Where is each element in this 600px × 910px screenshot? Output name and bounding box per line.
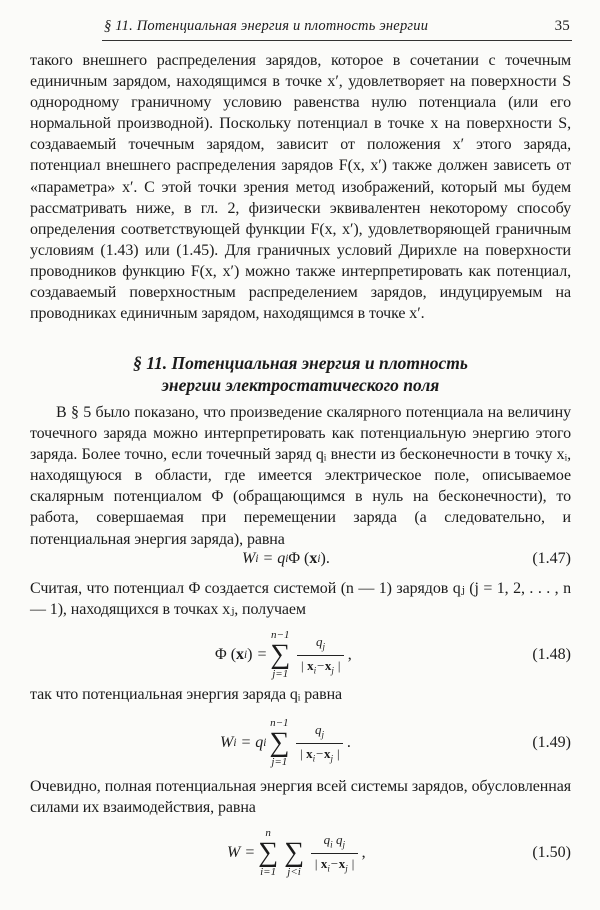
fraction: $\frac{q_i q_j}{| x_i-x_j |}$ <box>311 832 358 874</box>
summation-symbol: n ∑ i=1 <box>258 827 279 878</box>
header-rule <box>102 40 572 41</box>
section-heading-line-1: § 11. Потенциальная энергия и плотность <box>133 353 468 373</box>
equation-body: W = n ∑ i=1 ∑ j<i $\frac{q_i q_j}{| x_i-x_j |}$ , <box>227 827 366 878</box>
paragraph-2: В § 5 было показано, что произведение скалярного потенциала на величину точечного заряда можно интерпретировать как потенциальную энергию этого заряда. Более точно, если точечный заряд qᵢ внести из бесконечности в точку xᵢ, находящуюся в области, где имеется электрическое поле, описываемое скалярным потенциалом Φ (обращающимся в нуль на бесконечности), то работа, совершаемая при перемещении заряда (а следовательно, и потенциальная энергия заряда), равна <box>30 404 571 548</box>
paragraph-1: такого внешнего распределения зарядов, которое в сочетании с точечным единичным зарядом, находящимся в точке x′, удовлетворяет на поверхности S однородному граничному условию равенства нулю потенциала (или его нормальной производной). Поскольку потенциал в точке x на поверхности S, создаваемый точечным зарядом, зависит от положения x′ этого заряда, потенциал внешнего распределения зарядов F(x, x′) также должен зависеть от «параметра» x′. С этой точки зрения метод изображений, который мы будем рассматривать ниже, в гл. 2, физически эквивалентен некоторому способу определения соответствующей функции F(x, x′), удовлетворяющей граничным условиям (1.43) или (1.45). Для граничных условий Дирихле на поверхности проводников функцию F(x, x′) можно также интерпретировать как потенциал, создаваемый поверхностным распределением зарядов, индуцируемым на проводниках единичным зарядом, находящимся в точке x′. <box>30 52 571 323</box>
summation-symbol: n−1 ∑ j=1 <box>270 629 291 680</box>
equation-number: (1.49) <box>532 734 571 751</box>
equation-1-48 <box>30 624 571 686</box>
paragraph-5: Очевидно, полная потенциальная энергия всей системы зарядов, обусловленная силами их взаимодействия, равна <box>30 778 571 817</box>
equation-1-49 <box>30 712 571 774</box>
equation-1-47 <box>30 537 571 581</box>
section-heading <box>30 352 571 396</box>
equation-number: (1.50) <box>532 844 571 861</box>
equation-number: (1.47) <box>532 550 571 567</box>
summation-symbol: n−1 ∑ j=1 <box>269 717 290 768</box>
page-number: 35 <box>554 18 570 34</box>
equation-body: Φ ( x i ) = n−1 ∑ j=1 $\frac{q_j}{| x_i-x_j |}$ , <box>215 629 352 680</box>
equation-body: W i = q i n−1 ∑ j=1 $\frac{q_j}{| x_i-x_j |}$ . <box>220 717 351 768</box>
equation-number: (1.48) <box>532 646 571 663</box>
equation-body: W i = q i Φ ( x i ). <box>242 550 330 567</box>
summation-symbol: ∑ j<i <box>284 837 305 878</box>
fraction: $\frac{q_j}{| x_i-x_j |}$ <box>297 634 344 676</box>
running-title: § 11. Потенциальная энергия и плотность энергии <box>104 18 429 34</box>
section-heading-line-2: энергии электростатического поля <box>161 375 440 395</box>
fraction: $\frac{q_j}{| x_i-x_j |}$ <box>296 722 343 764</box>
equation-1-50 <box>30 822 571 884</box>
paragraph-4: так что потенциальная энергия заряда qᵢ равна <box>30 686 343 703</box>
paragraph-3: Считая, что потенциал Φ создается системой (n — 1) зарядов qⱼ (j = 1, 2, . . . , n — 1), находящихся в точках xⱼ, получаем <box>30 580 571 619</box>
